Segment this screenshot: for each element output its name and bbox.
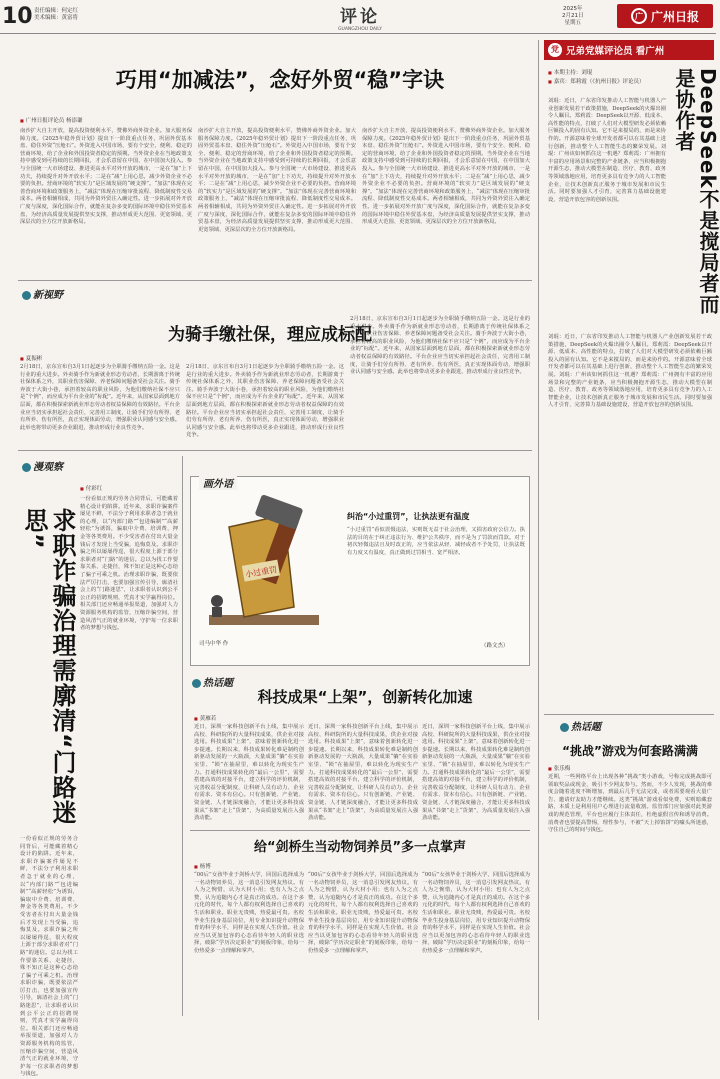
article2-tag [22, 286, 63, 301]
divider [538, 40, 539, 1020]
date-weekday: 星期五 [564, 20, 581, 26]
column-banner-label: 兄弟党媒评论员 看广州 [566, 46, 665, 57]
lens-icon [22, 291, 31, 300]
divider [18, 450, 532, 451]
article6-tag [560, 718, 601, 733]
cartoon-box [190, 476, 530, 666]
article3-tag [22, 458, 63, 473]
page-header [0, 0, 716, 34]
article5-col3: “00后”女孩毕业于剑桥大学，回国后选择成为一名动物饲养员，这一消息引发网友热议。有人为之惋惜，认为大材小用；也有人为之点赞，认为追随内心才是真正的成功。在这个多元化的时代，每个人都有权利选择自己喜欢的生活和职业。职业无贵贱，热爱最可贵。名校毕业生投身基层岗位，用专业知识提升动物保育的科学水平，同样是在实现人生价值。社会应当以更加包容的心态看待年轻人的职业选择，破除“学历决定职业”的刻板印象，给每一份热爱多一点理解和掌声。 [422, 872, 530, 954]
cartoon-author: 司马中华 作 [199, 641, 229, 647]
logo-text: 广州日报 [650, 9, 699, 24]
microphone-icon [560, 723, 569, 732]
article4-tag-label: 热话题 [203, 678, 233, 689]
article2-col1: 2月18日，京东宣布自3月1日起逐步为全职骑手缴纳五险一金。这是行业的重大进步。外卖骑手作为新就业形态劳动者，长期游离于传统社保体系之外，其职业伤害保障、养老保障问题备受社会关注。骑手奔波于大街小巷，承担着较高的职业风险，为他们缴纳社保不应只是“个例”，而应成为平台企业的“标配”。近年来，从国家层面到地方层面，都在积极探索新就业形态劳动者权益保障的有效路径。平台企业应当切实承担起社会责任，完善用工制度，让骑手们劳有所得、老有所养、伤有所医，真正实现体面劳动，增强职业认同感与安全感。此举也将带动更多企业跟进，推动形成行业良性竞争。 [20, 364, 180, 431]
article1-col1: 南沙扩大自主开放，提高投资便利水平，赞佛外商外资企业。加大服务保障力度。《2025年稳外贸计划》提出下一阶段重点任务，巩固外贸基本盘、稳住外资“压舱石”。外资进入中国市场，要有个安全、便利、稳定的营商环境，给了企业和外国投资者稳定的预期。当外资企业在当地政策支持中感受到可持续的长期回报，才会乐意留在中国，在中国加大投入。参与全国统一大市场建设、推进更高水平对外开放的城市，一是在“加”上下功夫，持续提升对外开放水平；二是在“减”上用心思，减少外资企业不必要的负担。营商环境的“软实力”是区域发展的“硬支撑”。“加法”体现在完善营商环境和政策服务上，“减法”体现在压缩审批流程、降低制度性交易成本。两者相辅相成，共同为外资外贸注入确定性。进一步拓展对外开放广度与深度，深化国际合作，就能在复杂多变的国际环境中稳住外贸基本盘，为经济高质量发展提供坚实支撑，推动形成更大范围、更宽领域、更深层次的全方位开放新格局。 [20, 128, 192, 226]
page-number: 10 [2, 4, 33, 29]
cartoon-header: 画外语 [199, 475, 237, 490]
divider [18, 280, 532, 281]
article5-byline: ■ 杨博 [194, 862, 211, 870]
column-body-bottom: 刘琨：近日，广东省印发推动人工智能与机器人产业创新发展若干政策措施，DeepSeek的火爆出圈令人瞩目。郑莉霞：DeepSeek以开源、低成本、高性能的特点，打破了人们对大模型研发必须依赖巨额投入的固有认知。它不是来搅局的，而是来协作的。开源意味着全球开发者都可以在其基础上进行创新，推动整个人工智能生态的繁荣发展。刘琨：广州该如何抓住这一机遇？郑莉霞：广州拥有丰富的应用场景和完整的产业链条，应当积极拥抱开源生态，推动大模型在制造、医疗、教育、政务等领域落地应用，培育更多具有竞争力的人工智能企业，让技术创新真正服务于城市发展和市民生活。同时要加强人才引育，完善算力基础设施建设，营造开放包容的创新氛围。 [548, 334, 712, 409]
section-pinyin: GUANGZHOU DAILY [338, 27, 382, 32]
article3-title: 求职诈骗治理需廓清“门路迷思” [20, 508, 76, 825]
issue-date [562, 6, 584, 27]
article4-byline: ■ 黄雁若 [194, 714, 216, 722]
date-year: 2025年 [563, 6, 583, 12]
article5-col1: “00后”女孩毕业于剑桥大学，回国后选择成为一名动物饲养员，这一消息引发网友热议。有人为之惋惜，认为大材小用；也有人为之点赞，认为追随内心才是真正的成功。在这个多元化的时代，每个人都有权利选择自己喜欢的生活和职业。职业无贵贱，热爱最可贵。名校毕业生投身基层岗位，用专业知识提升动物保育的科学水平，同样是在实现人生价值。社会应当以更加包容的心态看待年轻人的职业选择，破除“学历决定职业”的刻板印象，给每一份热爱多一点理解和掌声。 [194, 872, 304, 954]
divider [544, 714, 714, 715]
cartoon-illustration [199, 497, 339, 637]
article1-col2: 南沙扩大自主开放，提高投资便利水平，赞佛外商外资企业。加大服务保障力度。《2025年稳外贸计划》提出下一阶段重点任务，巩固外贸基本盘、稳住外资“压舱石”。外资进入中国市场，要有个安全、便利、稳定的营商环境，给了企业和外国投资者稳定的预期。当外资企业在当地政策支持中感受到可持续的长期回报，才会乐意留在中国，在中国加大投入。参与全国统一大市场建设、推进更高水平对外开放的城市，一是在“加”上下功夫，持续提升对外开放水平；二是在“减”上用心思，减少外资企业不必要的负担。营商环境的“软实力”是区域发展的“硬支撑”。“加法”体现在完善营商环境和政策服务上，“减法”体现在压缩审批流程、降低制度性交易成本。两者相辅相成，共同为外资外贸注入确定性。进一步拓展对外开放广度与深度，深化国际合作，就能在复杂多变的国际环境中稳住外贸基本盘，为经济高质量发展提供坚实支撑，推动形成更大范围、更宽领域、更深层次的全方位开放新格局。 [198, 128, 356, 233]
divider [190, 830, 530, 831]
article4-col2: 近日，深圳一家科技创新平台上线，集中展示高校、科研院所的大量科技成果，供企业对接选用。科技成果“上架”，意味着创新转化进一步提速。长期以来，科技成果转化难是制约创新驱动发展的一大瓶颈，大量成果“躺”在实验室里、“锁”在抽屉里，难以转化为现实生产力。打通科技成果转化的“最后一公里”，需要搭建高效的对接平台，建立科学的评价机制，完善收益分配制度，让科研人员有动力、企业有需求、资本有信心。只有创新链、产业链、资金链、人才链深度融合，才能让更多科技成果从“书架”走上“货架”，为高质量发展注入强劲动能。 [308, 724, 418, 822]
cartoon-caption-body: “小过重罚”看似震慑违法，实则既无益于社会治理，又损害政府公信力。执法的目的在于纠正违法行为、维护公共秩序，而不是为了罚款而罚款。对于初次轻微违法且及时改正的，应当依法从轻、减轻或者不予处罚，让执法既有力度又有温度，真正做到过罚相当、宽严相济。 [347, 527, 525, 556]
column-body-top: 刘琨：近日，广东省印发推动人工智能与机器人产业创新发展若干政策措施，DeepSeek的火爆出圈令人瞩目。郑莉霞：DeepSeek以开源、低成本、高性能的特点，打破了人们对大模型研发必须依赖巨额投入的固有认知。它不是来搅局的，而是来协作的。开源意味着全球开发者都可以在其基础上进行创新，推动整个人工智能生态的繁荣发展。刘琨：广州该如何抓住这一机遇？郑莉霞：广州拥有丰富的应用场景和完整的产业链条，应当积极拥抱开源生态，推动大模型在制造、医疗、教育、政务等领域落地应用，培育更多具有竞争力的人工智能企业，让技术创新真正服务于城市发展和市民生活。同时要加强人才引育，完善算力基础设施建设，营造开放包容的创新氛围。 [548, 98, 666, 203]
article4-title: 科技成果“上架”，创新转化加速 [257, 688, 473, 706]
article5-title: 给“剑桥生当动物饲养员”多一点掌声 [253, 840, 467, 855]
figure-head [211, 595, 223, 607]
article3-tag-label: 漫观察 [33, 462, 63, 473]
article6-body: 近期，一些网络平台上出现各种“挑战”类小游戏，号称完成挑战即可领取奖品或现金，吸引不少网友参与。然而，不少人发现，挑战的难度会随着进度不断增加，到最后几乎无法完成，或者需要观看大量广告、邀请好友助力才能继续。这类“挑战”游戏看似免费，实则暗藏套路，本质上是利用用户心理进行流量收割。监管部门应加强对此类游戏的规范管理，平台也应履行主体责任，杜绝虚假宣传和诱导消费。消费者也要提高警惕，理性参与，不被“天上掉馅饼”的噱头所迷惑，守住自己的时间与钱包。 [548, 774, 712, 834]
article1-title: 巧用“加减法”，念好外贸“稳”字诀 [115, 68, 445, 92]
cartoon-caption-title: 纠治“小过重罚”，让执法更有温度 [347, 512, 470, 521]
art-editor-line: 美术编辑：黄富将 [34, 15, 79, 21]
article2-col2: 2月18日，京东宣布自3月1日起逐步为全职骑手缴纳五险一金。这是行业的重大进步。外卖骑手作为新就业形态劳动者，长期游离于传统社保体系之外，其职业伤害保障、养老保障问题备受社会关注。骑手奔波于大街小巷，承担着较高的职业风险，为他们缴纳社保不应只是“个例”，而应成为平台企业的“标配”。近年来，从国家层面到地方层面，都在积极探索新就业形态劳动者权益保障的有效路径。平台企业应当切实承担起社会责任，完善用工制度，让骑手们劳有所得、老有所养、伤有所医，真正实现体面劳动，增强职业认同感与安全感。此举也将带动更多企业跟进，推动形成行业良性竞争。 [186, 364, 344, 439]
column-host: ■ 本期主持：刘琨 [548, 68, 666, 76]
section-title: 评论 [340, 7, 380, 27]
article2-tag-label: 新视野 [33, 290, 63, 301]
article2-col3: 2月18日，京东宣布自3月1日起逐步为全职骑手缴纳五险一金。这是行业的重大进步。外卖骑手作为新就业形态劳动者，长期游离于传统社保体系之外，其职业伤害保障、养老保障问题备受社会关注。骑手奔波于大街小巷，承担着较高的职业风险，为他们缴纳社保不应只是“个例”，而应成为平台企业的“标配”。近年来，从国家层面到地方层面，都在积极探索新就业形态劳动者权益保障的有效路径。平台企业应当切实承担起社会责任，完善用工制度，让骑手们劳有所得、老有所养、伤有所医，真正实现体面劳动，增强职业认同感与安全感。此举也将带动更多企业跟进，推动形成行业良性竞争。 [350, 316, 530, 376]
article6-byline: ■ 张乐梅 [548, 764, 570, 772]
article4-col3: 近日，深圳一家科技创新平台上线，集中展示高校、科研院所的大量科技成果，供企业对接选用。科技成果“上架”，意味着创新转化进一步提速。长期以来，科技成果转化难是制约创新驱动发展的一大瓶颈，大量成果“躺”在实验室里、“锁”在抽屉里，难以转化为现实生产力。打通科技成果转化的“最后一公里”，需要搭建高效的对接平台，建立科学的评价机制，完善收益分配制度，让科研人员有动力、企业有需求、资本有信心。只有创新链、产业链、资金链、人才链深度融合，才能让更多科技成果从“书架”走上“货架”，为高质量发展注入强劲动能。 [422, 724, 530, 822]
newspaper-logo [617, 4, 713, 28]
eye-icon [22, 463, 31, 472]
column-guest: ■ 嘉宾：郑莉霞（《抗州日报》评论员） [548, 78, 666, 86]
article5-col2: “00后”女孩毕业于剑桥大学，回国后选择成为一名动物饲养员，这一消息引发网友热议。有人为之惋惜，认为大材小用；也有人为之点赞，认为追随内心才是真正的成功。在这个多元化的时代，每个人都有权利选择自己喜欢的生活和职业。职业无贵贱，热爱最可贵。名校毕业生投身基层岗位，用专业知识提升动物保育的科学水平，同样是在实现人生价值。社会应当以更加包容的心态看待年轻人的职业选择，破除“学历决定职业”的刻板印象，给每一份热爱多一点理解和掌声。 [308, 872, 418, 954]
logo-mark-icon: 广 [631, 8, 647, 24]
article4-col1: 近日，深圳一家科技创新平台上线，集中展示高校、科研院所的大量科技成果，供企业对接选用。科技成果“上架”，意味着创新转化进一步提速。长期以来，科技成果转化难是制约创新驱动发展的一大瓶颈，大量成果“躺”在实验室里、“锁”在抽屉里，难以转化为现实生产力。打通科技成果转化的“最后一公里”，需要搭建高效的对接平台，建立科学的评价机制，完善收益分配制度，让科研人员有动力、企业有需求、资本有信心。只有创新链、产业链、资金链、人才链深度融合，才能让更多科技成果从“书架”走上“货架”，为高质量发展注入强劲动能。 [194, 724, 304, 822]
desk-shape [209, 615, 319, 625]
party-media-icon: 党 [548, 43, 562, 57]
article6-tag-label: 热话题 [571, 722, 601, 733]
article3-byline: ■ 付彩红 [80, 484, 102, 492]
article1-byline: ■ 广州日报评论员 杨添谦 [20, 116, 83, 124]
article6-title: “挑战”游戏为何套路满满 [562, 744, 698, 758]
editor-credits [34, 8, 78, 22]
article3-col2: 一份看似正规的劳务合同背后，可能藏着精心设计的陷阱。近年来，求职诈骗案件屡见不鲜，不法分子利用求职者急于就业的心理，以“内部门路”“包进编制”“高薪轻松”为诱饵，骗取中介费、培训费、押金等各类费用。不少受害者在付出大量金钱后才发现上当受骗，追悔莫及。求职诈骗之所以屡屡得逞，很大程度上源于部分求职者对“门路”的迷信。总以为找工作要靠关系、走捷径，殊不知正是这种心态给了骗子可乘之机。治理求职诈骗，既要依法严厉打击，也要加强宣传引导，廓清社会上的“门路迷思”，让求职者认识到公平公正的招聘规则，凭真才实学赢得岗位。相关部门还应畅通举报渠道，加强对人力资源服务机构的监管，压缩诈骗空间，营造风清气正的就业环境，守护每一位求职者的梦想与钱包。 [20, 836, 78, 1078]
stamp-text: 小过重罚 [244, 564, 278, 580]
article2-title: 为骑手缴社保，理应成标配 [168, 325, 372, 345]
divider [182, 456, 183, 1016]
column-banner [544, 40, 714, 60]
editor-line: 责任编辑：何定红 [34, 8, 79, 14]
article2-byline: ■ 夏振彬 [20, 354, 42, 362]
figure-body [212, 607, 222, 617]
column-title: DeepSeek不是搅局者而是协作者 [672, 68, 720, 315]
article3-col1: 一份看似正规的劳务合同背后，可能藏着精心设计的陷阱。近年来，求职诈骗案件屡见不鲜，不法分子利用求职者急于就业的心理，以“内部门路”“包进编制”“高薪轻松”为诱饵，骗取中介费、培训费、押金等各类费用。不少受害者在付出大量金钱后才发现上当受骗，追悔莫及。求职诈骗之所以屡屡得逞，很大程度上源于部分求职者对“门路”的迷信。总以为找工作要靠关系、走捷径，殊不知正是这种心态给了骗子可乘之机。治理求职诈骗，既要依法严厉打击，也要加强宣传引导，廓清社会上的“门路迷思”，让求职者认识到公平公正的招聘规则，凭真才实学赢得岗位。相关部门还应畅通举报渠道，加强对人力资源服务机构的监管，压缩诈骗空间，营造风清气正的就业环境，守护每一位求职者的梦想与钱包。 [80, 496, 178, 632]
date-day: 2月21日 [562, 13, 584, 19]
cartoon-caption-author: （路文杰） [481, 643, 509, 649]
section-heading [320, 2, 400, 32]
article1-col3: 南沙扩大自主开放，提高投资便利水平，赞佛外商外资企业。加大服务保障力度。《2025年稳外贸计划》提出下一阶段重点任务，巩固外贸基本盘、稳住外资“压舱石”。外资进入中国市场，要有个安全、便利、稳定的营商环境，给了企业和外国投资者稳定的预期。当外资企业在当地政策支持中感受到可持续的长期回报，才会乐意留在中国，在中国加大投入。参与全国统一大市场建设、推进更高水平对外开放的城市，一是在“加”上下功夫，持续提升对外开放水平；二是在“减”上用心思，减少外资企业不必要的负担。营商环境的“软实力”是区域发展的“硬支撑”。“加法”体现在完善营商环境和政策服务上，“减法”体现在压缩审批流程、降低制度性交易成本。两者相辅相成，共同为外资外贸注入确定性。进一步拓展对外开放广度与深度，深化国际合作，就能在复杂多变的国际环境中稳住外贸基本盘，为经济高质量发展提供坚实支撑，推动形成更大范围、更宽领域、更深层次的全方位开放新格局。 [362, 128, 530, 226]
